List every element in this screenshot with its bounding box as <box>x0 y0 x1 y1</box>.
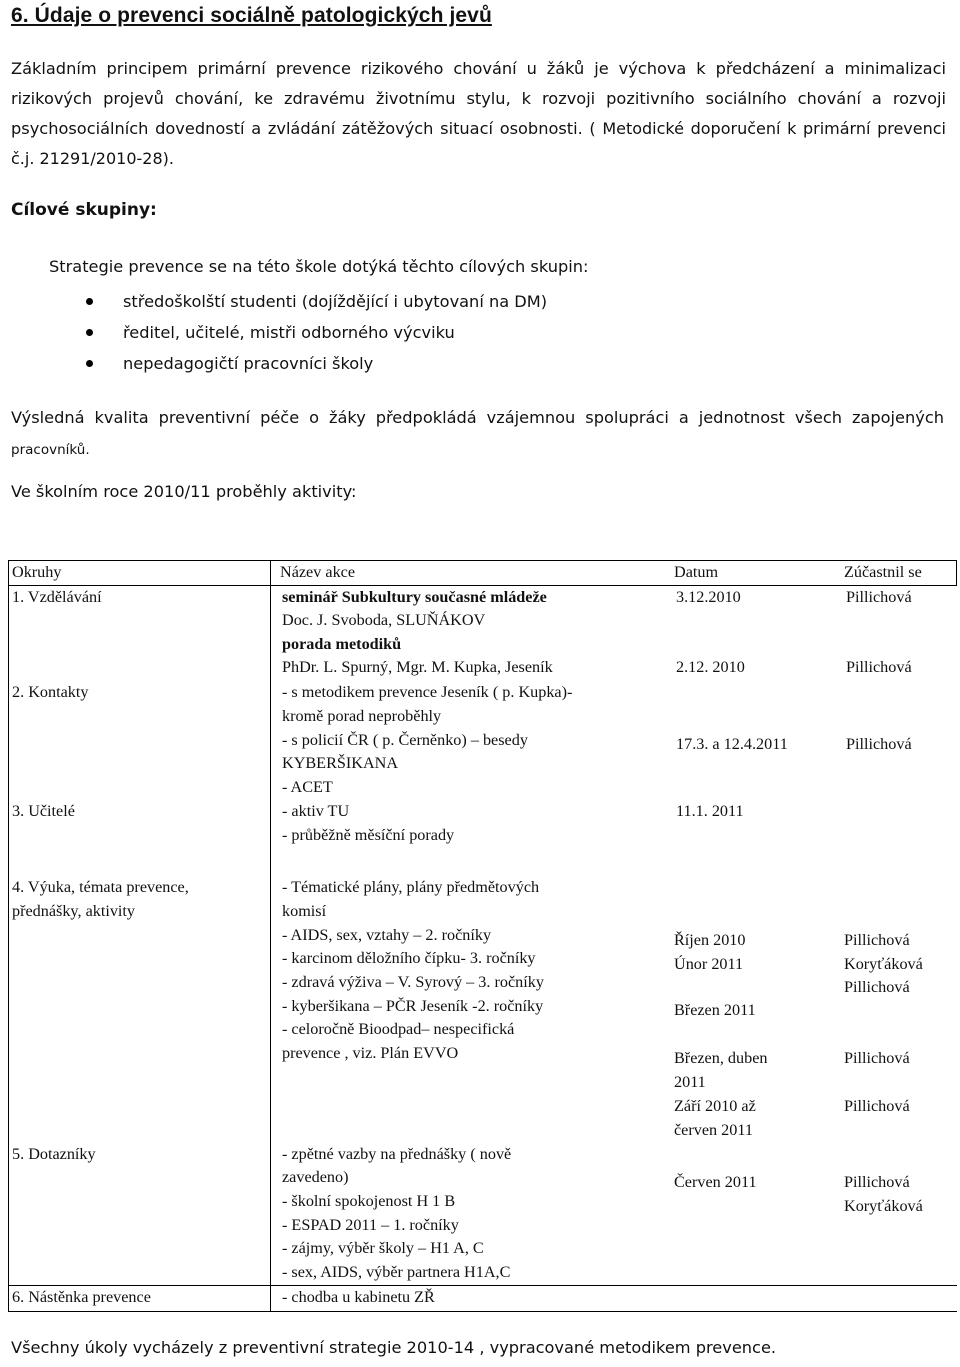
row3-akce-1: - aktiv TU <box>282 802 350 820</box>
row5-akce-5: - zájmy, výběr školy – H1 A, C <box>282 1239 484 1257</box>
row4-akce-6: - kyberšikana – PČR Jeseník -2. ročníky <box>282 997 544 1015</box>
row4-datum-2: Únor 2011 <box>674 955 744 973</box>
row2-okruh: 2. Kontakty <box>12 683 89 701</box>
list-item: ředitel, učitelé, mistři odborného výcviku <box>80 317 547 348</box>
row1-akce-4: PhDr. L. Spurný, Mgr. M. Kupka, Jeseník <box>282 658 553 676</box>
strategy-lead: Strategie prevence se na této škole dotýká těchto cílových skupin: <box>49 257 589 276</box>
table-border <box>8 1311 957 1312</box>
row6-okruh: 6. Nástěnka prevence <box>12 1288 151 1306</box>
bullet-icon <box>86 360 93 367</box>
row5-akce-4: - ESPAD 2011 – 1. ročníky <box>282 1216 459 1234</box>
list-item: středoškolští studenti (dojíždějící i ubytovaní na DM) <box>80 286 547 317</box>
row4-ucast-1: Pillichová <box>844 931 910 949</box>
row4-akce-2: komisí <box>282 902 327 920</box>
row1-ucast-1: Pillichová <box>846 588 912 606</box>
header-datum: Datum <box>674 563 719 581</box>
row2-ucast: Pillichová <box>846 735 912 753</box>
row4-ucast-2: Koryťáková <box>844 955 923 973</box>
bullet-icon <box>86 329 93 336</box>
quality-paragraph: Výsledná kvalita preventivní péče o žáky předpokládá vzájemnou spolupráci a jednotnost všech zapojených pracovníků. <box>11 408 944 458</box>
row4-akce-5: - zdravá výživa – V. Syrový – 3. ročníky <box>282 973 544 991</box>
row4-akce-7: - celoročně Bioodpad– nespecifická <box>282 1020 515 1038</box>
row1-akce-1: seminář Subkultury současné mládeže <box>282 588 547 606</box>
table-border <box>8 560 957 561</box>
section-heading: 6. Údaje o prevenci sociálně patologických jevů <box>11 4 492 27</box>
row2-akce-4: KYBERŠIKANA <box>282 754 399 772</box>
row5-akce-1: - zpětné vazby na přednášky ( nově <box>282 1145 512 1163</box>
row4-datum-5: 2011 <box>674 1073 706 1091</box>
row4-datum-1: Říjen 2010 <box>674 931 746 949</box>
row2-akce-1: - s metodikem prevence Jeseník ( p. Kupka)- <box>282 683 573 701</box>
row1-datum-1: 3.12.2010 <box>676 588 741 606</box>
row3-okruh: 3. Učitelé <box>12 802 75 820</box>
footer-note: Všechny úkoly vycházely z preventivní strategie 2010-14 , vypracované metodikem prevence. <box>11 1338 777 1357</box>
row4-akce-3: - AIDS, sex, vztahy – 2. ročníky <box>282 926 492 944</box>
row5-datum: Červen 2011 <box>674 1173 757 1191</box>
header-okruhy: Okruhy <box>12 563 62 581</box>
row6-akce: - chodba u kabinetu ZŘ <box>282 1288 435 1306</box>
target-groups-list <box>80 286 547 379</box>
row1-ucast-2: Pillichová <box>846 658 912 676</box>
row1-okruh: 1. Vzdělávání <box>12 588 102 606</box>
activities-title: Ve školním roce 2010/11 proběhly aktivity: <box>11 482 357 501</box>
row4-ucast-5: Pillichová <box>844 1097 910 1115</box>
row2-akce-3: - s policií ČR ( p. Černěnko) – besedy <box>282 731 528 749</box>
row4-okruh-1: 4. Výuka, témata prevence, <box>12 878 189 896</box>
row4-ucast-3: Pillichová <box>844 978 910 996</box>
row4-okruh-2: přednášky, aktivity <box>12 902 136 920</box>
table-border <box>956 560 957 586</box>
header-ucastnil: Zúčastnil se <box>844 563 922 581</box>
table-border <box>270 560 271 1312</box>
table-border <box>8 560 9 1312</box>
intro-reference: ( Metodické doporučení k primární prevenci č.j. 21291/2010-28). <box>11 119 946 168</box>
target-groups-title: Cílové skupiny: <box>11 200 157 220</box>
row4-datum-3: Březen 2011 <box>674 1001 756 1019</box>
row4-datum-7: červen 2011 <box>674 1121 753 1139</box>
row4-datum-4: Březen, duben <box>674 1049 768 1067</box>
row1-akce-2: Doc. J. Svoboda, SLUŇÁKOV <box>282 611 486 629</box>
row3-akce-2: - průběžně měsíční porady <box>282 826 455 844</box>
row5-akce-3: - školní spokojenost H 1 B <box>282 1192 456 1210</box>
row2-akce-2: kromě porad neproběhly <box>282 707 442 725</box>
row5-akce-2: zavedeno) <box>282 1168 349 1186</box>
row5-akce-6: - sex, AIDS, výběr partnera H1A,C <box>282 1263 511 1281</box>
bullet-icon <box>86 298 93 305</box>
row1-datum-2: 2.12. 2010 <box>676 658 745 676</box>
row4-akce-1: - Tématické plány, plány předmětových <box>282 878 540 896</box>
row4-datum-6: Září 2010 až <box>674 1097 756 1115</box>
row2-datum: 17.3. a 12.4.2011 <box>676 735 788 753</box>
row5-okruh: 5. Dotazníky <box>12 1145 96 1163</box>
row5-ucast-2: Koryťáková <box>844 1197 923 1215</box>
header-nazev-akce: Název akce <box>280 563 356 581</box>
intro-paragraph <box>11 54 946 174</box>
intro-text: Základním principem primární prevence rizikového chování u žáků je výchova k předcházení a minimalizaci rizikových projevů chování, ke zdravému životnímu stylu, k rozvoji pozitivního sociálního chování a rozvoji psychosociálních dovedností a zvládání zátěžových situací osobnosti. <box>11 59 946 138</box>
row1-akce-3: porada metodiků <box>282 635 402 653</box>
row2-akce-5: - ACET <box>282 778 333 796</box>
row4-akce-8: prevence , viz. Plán EVVO <box>282 1044 459 1062</box>
list-item: nepedagogičtí pracovníci školy <box>80 348 547 379</box>
row4-ucast-4: Pillichová <box>844 1049 910 1067</box>
row4-akce-4: - karcinom děložního čípku- 3. ročníky <box>282 949 536 967</box>
row3-datum: 11.1. 2011 <box>676 802 744 820</box>
row5-ucast-1: Pillichová <box>844 1173 910 1191</box>
